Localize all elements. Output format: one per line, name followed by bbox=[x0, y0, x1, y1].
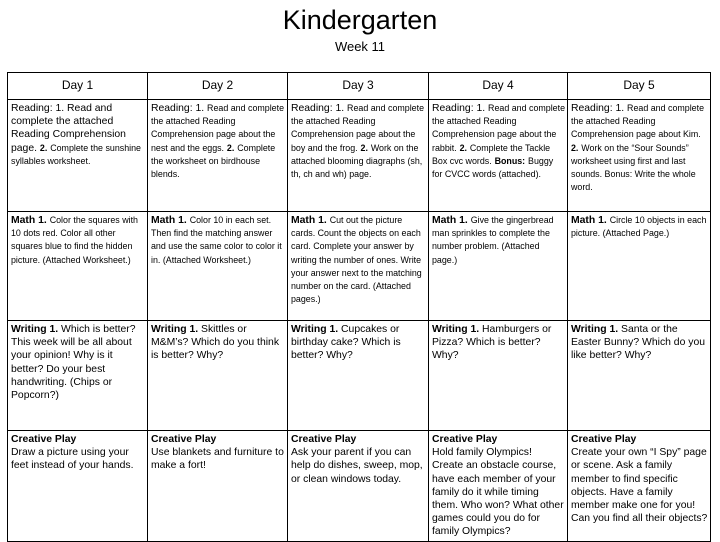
reading-task: Read and complete the attached Reading Comprehension page about the nest and the eggs. bbox=[151, 103, 285, 153]
creative-play-task: Draw a picture using your feet instead of your hands. bbox=[11, 447, 134, 472]
math-task: Color the squares with 10 dots red. Color all other squares blue to find the hidden picture. (Attached Worksheet.) bbox=[11, 215, 138, 265]
math-cell bbox=[429, 212, 568, 321]
writing-cell bbox=[288, 321, 429, 431]
task-number: 2. bbox=[39, 142, 48, 153]
writing-label: Writing 1. bbox=[432, 324, 480, 335]
task-number: 1. bbox=[476, 103, 486, 114]
writing-label: Writing 1. bbox=[291, 324, 339, 335]
reading-label: Reading: bbox=[571, 103, 613, 114]
creative-play-task: Ask your parent if you can help do dishes, sweep, mop, or clean windows today. bbox=[291, 447, 423, 485]
reading-task: Complete the worksheet on birdhouse blends. bbox=[151, 142, 276, 180]
reading-task: Read and complete the attached Reading Comprehension page about the boy and the frog. bbox=[291, 103, 425, 153]
reading-label: Reading: bbox=[11, 103, 53, 114]
reading-label: Reading: bbox=[432, 103, 474, 114]
writing-row bbox=[8, 321, 711, 431]
reading-task: Complete the Tackle Box cvc words. bbox=[432, 142, 551, 166]
task-number: 2. bbox=[360, 142, 368, 153]
day-header-row bbox=[8, 73, 711, 100]
creative-play-label: Creative Play bbox=[291, 434, 357, 445]
day-header: Day 3 bbox=[288, 73, 429, 100]
math-cell bbox=[148, 212, 288, 321]
math-task: Color 10 in each set. Then find the matching answer and use the same color to color it in. (Attached Worksheet.) bbox=[151, 215, 282, 265]
reading-cell bbox=[568, 100, 711, 212]
reading-task: Read and complete the attached Reading Comprehension page. bbox=[11, 103, 126, 154]
writing-cell bbox=[568, 321, 711, 431]
math-label: Math 1. bbox=[432, 215, 468, 226]
day-header: Day 2 bbox=[148, 73, 288, 100]
writing-task: Cupcakes or birthday cake? Which is better? Why? bbox=[291, 324, 401, 362]
task-number: 1. bbox=[335, 103, 345, 114]
writing-task: Santa or the Easter Bunny? Which do you like better? Why? bbox=[571, 324, 705, 362]
creative-play-task: Use blankets and furniture to make a fort! bbox=[151, 447, 284, 472]
task-number: 1. bbox=[195, 103, 205, 114]
math-task: Cut out the picture cards. Count the objects on each card. Complete your answer by writing the number of ones. Write your answer next to the matching number on the card. (Attached pages.) bbox=[291, 215, 422, 305]
writing-label: Writing 1. bbox=[151, 324, 199, 335]
math-cell bbox=[288, 212, 429, 321]
creative-play-cell bbox=[8, 431, 148, 542]
task-number: 2. bbox=[459, 142, 467, 153]
day-header: Day 1 bbox=[8, 73, 148, 100]
math-label: Math 1. bbox=[151, 215, 187, 226]
math-label: Math 1. bbox=[11, 215, 47, 226]
reading-task: Work on the attached blooming diagraphs (sh, th, ch and wh) page. bbox=[291, 142, 423, 180]
writing-label: Writing 1. bbox=[11, 324, 59, 335]
math-cell bbox=[568, 212, 711, 321]
writing-task: Which is better? This week will be all about your opinion! Why is it better? Do your best handwriting. (Chips or Popcorn?) bbox=[11, 324, 136, 402]
writing-cell bbox=[8, 321, 148, 431]
reading-cell bbox=[148, 100, 288, 212]
reading-task: Work on the “Sour Sounds” worksheet using first and last sounds. Bonus: Write the whole word. bbox=[571, 142, 696, 193]
creative-play-task: Create your own “I Spy” page or scene. Ask a family member to find specific objects. Have a family member make one for you! Can you find all their objects? bbox=[571, 447, 708, 525]
bonus-label: Bonus: bbox=[494, 155, 526, 166]
week-subtitle: Week 11 bbox=[334, 39, 386, 54]
writing-task: Skittles or M&M’s? Which do you think is better? Why? bbox=[151, 324, 280, 362]
creative-play-task: Hold family Olympics! Create an obstacle course, have each member of your family do it while timing them. Who won? What other games could you do for family Olympics? bbox=[432, 447, 564, 538]
writing-cell bbox=[429, 321, 568, 431]
reading-label: Reading: bbox=[291, 103, 333, 114]
creative-play-label: Creative Play bbox=[11, 434, 77, 445]
reading-row bbox=[8, 100, 711, 212]
math-label: Math 1. bbox=[291, 215, 327, 226]
reading-cell bbox=[429, 100, 568, 212]
creative-play-row bbox=[8, 431, 711, 542]
math-row bbox=[8, 212, 711, 321]
creative-play-cell bbox=[429, 431, 568, 542]
bonus-task: Buggy for CVCC words (attached). bbox=[432, 155, 554, 180]
math-task: Give the gingerbread man sprinkles to complete the number problem. (Attached page.) bbox=[432, 215, 554, 265]
reading-task: Read and complete the attached Reading Comprehension page about Kim. bbox=[571, 103, 705, 140]
task-number: 1. bbox=[55, 103, 65, 114]
page-title: Kindergarten bbox=[282, 5, 438, 35]
math-task: Circle 10 objects in each picture. (Attached Page.) bbox=[571, 215, 707, 239]
reading-task: Read and complete the attached Reading Comprehension page about the rabbit. bbox=[432, 103, 566, 153]
creative-play-cell bbox=[288, 431, 429, 542]
math-label: Math 1. bbox=[571, 215, 607, 226]
task-number: 2. bbox=[571, 142, 579, 153]
reading-cell bbox=[288, 100, 429, 212]
day-header: Day 5 bbox=[568, 73, 711, 100]
reading-task: Complete the sunshine syllables worksheet. bbox=[11, 142, 141, 166]
creative-play-label: Creative Play bbox=[432, 434, 498, 445]
reading-label: Reading: bbox=[151, 103, 193, 114]
writing-task: Hamburgers or Pizza? Which is better? Why? bbox=[432, 324, 552, 362]
creative-play-cell bbox=[148, 431, 288, 542]
day-header: Day 4 bbox=[429, 73, 568, 100]
creative-play-cell bbox=[568, 431, 711, 542]
math-cell bbox=[8, 212, 148, 321]
weekly-schedule-table bbox=[7, 72, 711, 542]
creative-play-label: Creative Play bbox=[151, 434, 217, 445]
task-number: 1. bbox=[615, 103, 625, 114]
reading-cell bbox=[8, 100, 148, 212]
task-number: 2. bbox=[226, 142, 235, 153]
writing-label: Writing 1. bbox=[571, 324, 619, 335]
creative-play-label: Creative Play bbox=[571, 434, 637, 445]
writing-cell bbox=[148, 321, 288, 431]
